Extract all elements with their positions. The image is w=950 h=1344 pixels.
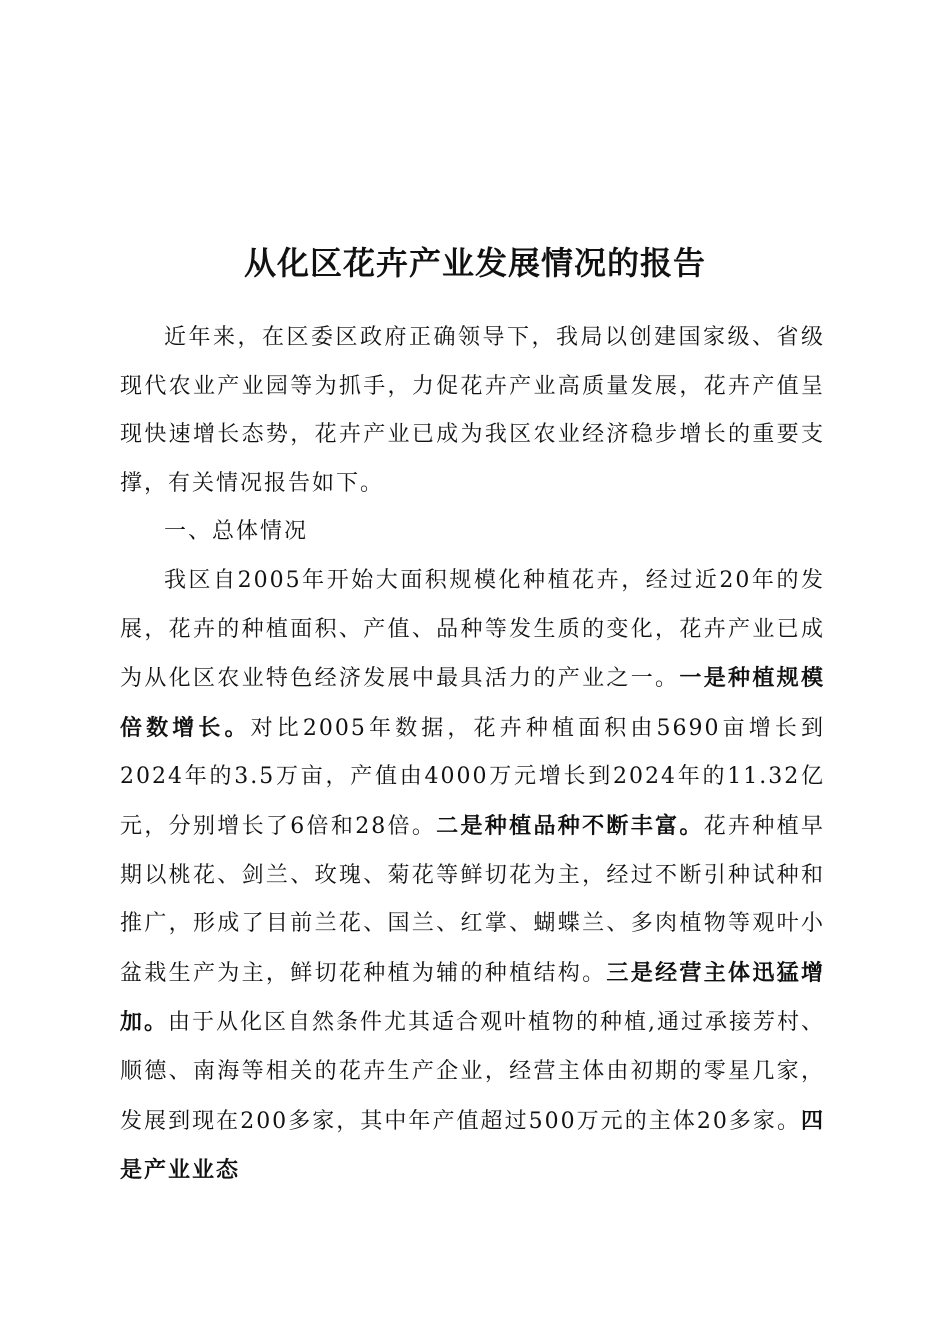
point1-text: 对比2005年数据，花卉种植面积由5690亩增长到2024年的3.5万亩，产值由4000万元增长到2024年的11.32亿元，分别增长了6倍和28倍。 — [120, 715, 825, 839]
point3-text: 由于从化区自然条件尤其适合观叶植物的种植,通过承接芳村、顺德、南海等相关的花卉生产企业，经营主体由初期的零星几家，发展到现在200多家，其中年产值超过500万元的主体20多家。 — [120, 1010, 826, 1134]
document-body — [120, 314, 825, 1196]
section-heading: 一、总体情况 — [164, 519, 309, 545]
document-title: 从化区花卉产业发展情况的报告 — [243, 244, 706, 282]
intro-paragraph: 近年来，在区委区政府正确领导下，我局以创建国家级、省级现代农业产业园等为抓手，力促花卉产业高质量发展，花卉产值呈现快速增长态势，花卉产业已成为我区农业经济稳步增长的重要支撑，有关情况报告如下。 — [120, 325, 825, 496]
point3-title: 三是经营主体迅猛增加。 — [120, 959, 825, 1036]
point2-title: 二是种植品种不断丰富。 — [436, 812, 704, 839]
point1-title: 一是种植规模倍数增长。 — [120, 665, 825, 741]
point4-title: 四是产业业态 — [120, 1107, 825, 1184]
overview-paragraph — [120, 557, 825, 1196]
overview-text: 我区自2005年开始大面积规模化种植花卉，经过近20年的发展，花卉的种植面积、产值、品种等发生质的变化，花卉产业已成为从化区农业特色经济发展中最具活力的产业之一。 — [120, 567, 825, 692]
point2-text: 花卉种植早期以桃花、剑兰、玫瑰、菊花等鲜切花为主，经过不断引种试种和推广，形成了目前兰花、国兰、红掌、蝴蝶兰、多肉植物等观叶小盆栽生产为主，鲜切花种植为辅的种植结构。 — [120, 813, 825, 986]
